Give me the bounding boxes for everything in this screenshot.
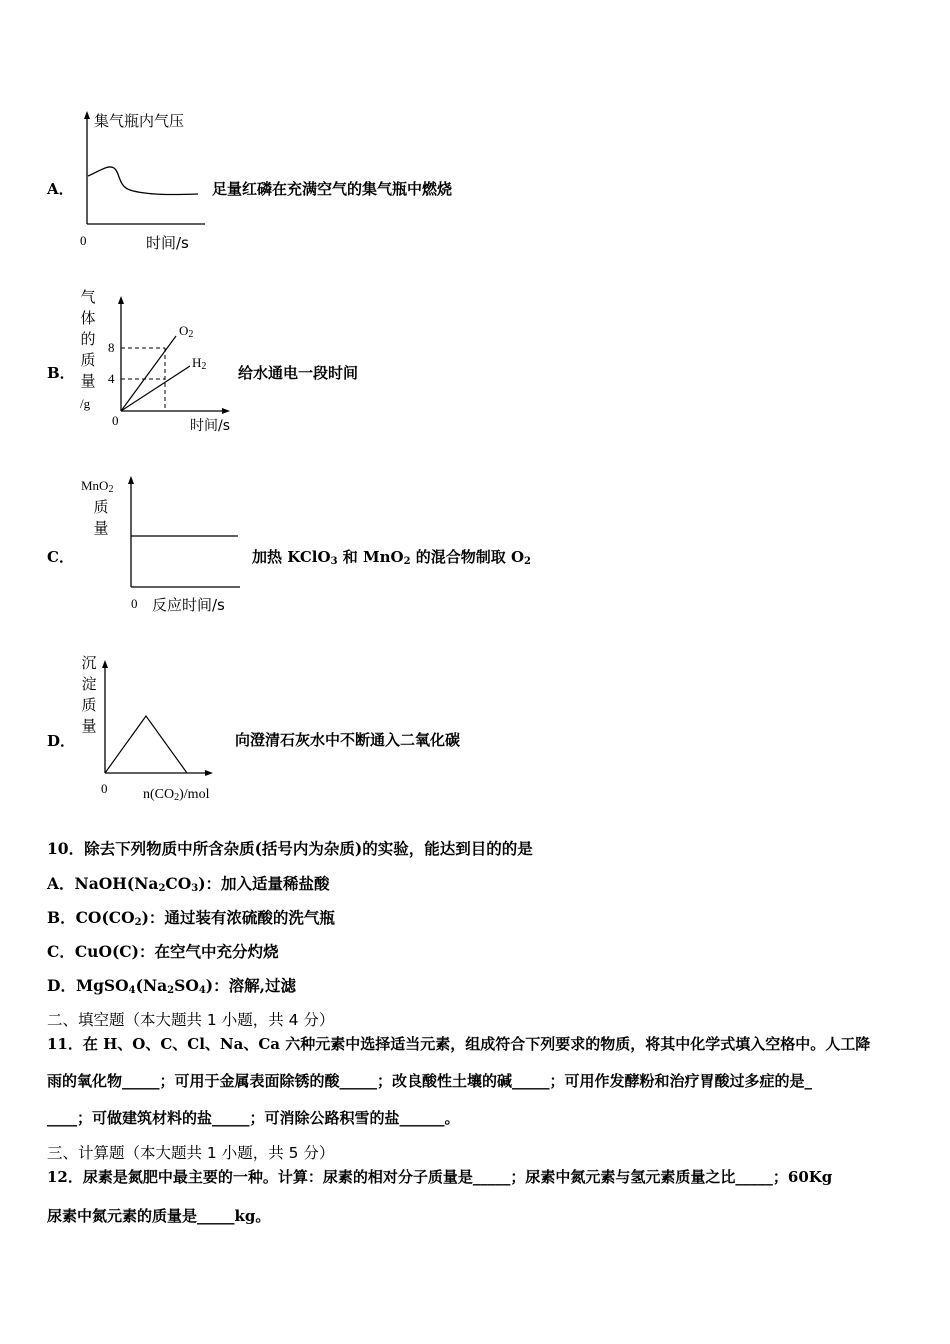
graph-d-y-label [80,653,98,737]
graph-c-y-char: 质 [93,498,109,516]
graph-c-y-char: 量 [93,519,109,537]
q10-option-a: A．$NaOH(Na_2CO_3)$：加入适量稀盐酸 [47,874,330,894]
graph-d-x-label: $n(CO_2)$/mol [143,787,210,803]
option-d-caption: 向澄清石灰水中不断通入二氧化碳 [235,731,461,749]
graph-d-origin: 0 [101,781,108,796]
option-b-caption: 给水通电一段时间 [238,364,359,382]
q10-option-c: C．CuO(C)：在空气中充分灼烧 [47,942,279,961]
graph-d-y-char: 沉 [81,654,97,672]
q11-line-3: ____；可做建筑材料的盐_____；可消除公路积雪的盐______。 [47,1109,460,1127]
option-b-letter: B． [47,364,75,382]
graph-b-origin: 0 [112,413,119,428]
q12-line-1: 12．尿素是氮肥中最主要的一种。计算：尿素的相对分子质量是_____；尿素中氮元素与氢元素质量之比_____；60Kg [47,1168,833,1186]
graph-d-precipitate-curve [105,716,187,773]
option-c-caption: 加热 KClO$_3$ 和 MnO$_2$ 的混合物制取 $O_2$ [252,548,532,567]
graph-b-y-char: 体 [80,309,96,327]
option-d-letter: D． [47,732,76,750]
q10-option-d: D．$MgSO_4(Na_2SO_4)$：溶解,过滤 [47,976,297,996]
graph-c-origin: 0 [131,596,138,611]
graph-b-y-unit: /g [80,396,91,411]
graph-c-y-label-top: MnO$_2$ [81,478,114,495]
q11-line-2: 雨的氧化物_____；可用于金属表面除锈的酸_____；改良酸性土壤的碱_____；可用作发酵粉和治疗胃酸过多症的是_ [47,1072,813,1090]
graph-b-h2-label: $H_2$ [192,355,207,372]
section-calculation-heading: 三、计算题（本大题共 1 小题，共 5 分） [47,1144,335,1162]
graph-a-y-label: 集气瓶内气压 [94,112,185,130]
graph-d-y-char: 量 [81,717,97,735]
option-c-letter: C． [47,548,74,566]
graph-a-origin: 0 [80,233,87,248]
section-fill-in-heading: 二、填空题（本大题共 1 小题，共 4 分） [47,1011,335,1029]
graph-c-x-label: 反应时间/s [152,596,225,614]
graph-d-y-char: 淀 [81,675,97,693]
option-a-caption: 足量红磷在充满空气的集气瓶中燃烧 [212,180,453,198]
graph-b-y-char: 质 [80,351,96,369]
graph-b-o2-label: $O_2$ [179,323,194,340]
q10-option-b: B．$CO(CO_2)$：通过装有浓硫酸的洗气瓶 [47,908,335,928]
graph-b-tick-4: 4 [108,371,115,386]
q12-line-2: 尿素中氮元素的质量是_____kg。 [47,1207,271,1225]
graph-d-y-char: 质 [81,696,97,714]
graph-a-x-label: 时间/s [146,234,189,252]
graph-b-y-char: 气 [80,288,96,306]
q11-line-1: 11．在 H、O、C、Cl、Na、Ca 六种元素中选择适当元素，组成符合下列要求的物质，将其中化学式填入空格中。人工降 [47,1035,871,1053]
graph-b-y-char: 量 [80,372,96,390]
graph-b-y-char: 的 [80,330,96,348]
graph-b-x-label: 时间/s [190,418,231,434]
option-a-letter: A． [47,180,74,198]
q10-stem: 10．除去下列物质中所含杂质(括号内为杂质)的实验，能达到目的的是 [47,839,533,858]
graph-b-tick-8: 8 [108,340,115,355]
